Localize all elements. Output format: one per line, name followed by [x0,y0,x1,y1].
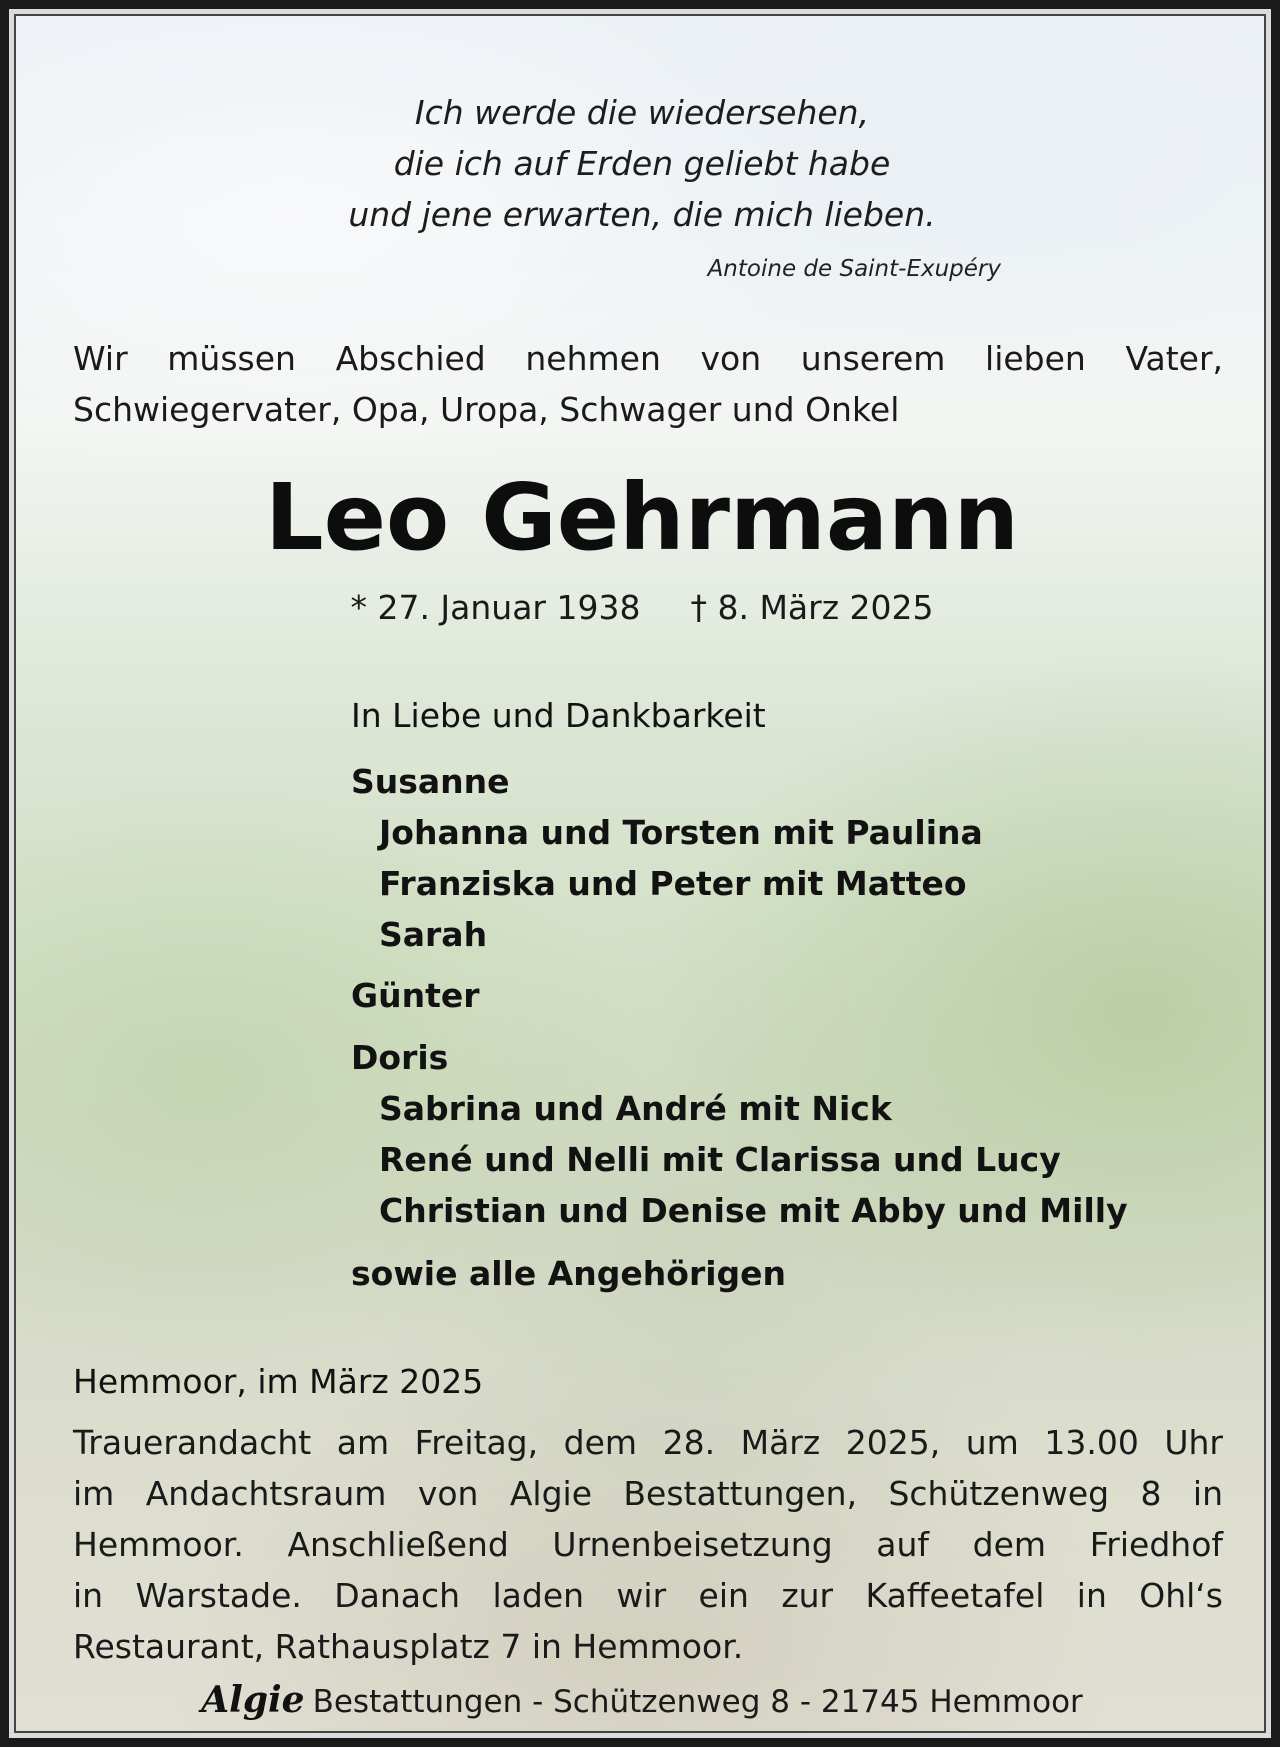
obituary-panel [14,14,1266,1733]
mourners-closing: sowie alle Angehörigen [351,1254,787,1293]
service-line: Restaurant, Rathausplatz 7 in Hemmoor. [73,1627,744,1666]
life-dates [16,588,1266,627]
mourner-name: Susanne [351,762,510,801]
place-date: Hemmoor, im März 2025 [73,1362,484,1401]
funeral-home-address: Bestattungen - Schützenweg 8 - 21745 Hemmoor [312,1684,1083,1720]
mourner-name: Günter [351,976,480,1015]
quote-author: Antoine de Saint-Exupéry [707,256,1001,282]
mourners-heading: In Liebe und Dankbarkeit [351,696,766,735]
funeral-home-footer [16,1679,1266,1721]
intro-line: Wir müssen Abschied nehmen von unserem lieben Vater, [73,339,1223,378]
mourner-name: Doris [351,1038,449,1077]
mourner-member: Sarah [379,915,488,954]
mourner-member: Sabrina und André mit Nick [379,1089,892,1128]
quote-line: die ich auf Erden geliebt habe [393,144,891,183]
intro-line: Schwiegervater, Opa, Uropa, Schwager und Onkel [73,390,900,429]
service-line: in Warstade. Danach laden wir ein zur Kaffeetafel in Ohl‘s [73,1576,1223,1615]
deceased-name: Leo Gehrmann [265,464,1019,571]
service-line: Hemmoor. Anschließend Urnenbeisetzung auf dem Friedhof [73,1525,1223,1564]
mourner-member: Johanna und Torsten mit Paulina [379,813,983,852]
birth-date: * 27. Januar 1938 [350,588,641,627]
quote-line: Ich werde die wiedersehen, [414,93,870,132]
mourner-member: René und Nelli mit Clarissa und Lucy [379,1140,1061,1179]
service-line: im Andachtsraum von Algie Bestattungen, Schützenweg 8 in [73,1474,1223,1513]
mourner-member: Franziska und Peter mit Matteo [379,864,967,903]
funeral-home-logo: Algie [201,1679,305,1721]
quote-line: und jene erwarten, die mich lieben. [348,195,936,234]
service-line: Trauerandacht am Freitag, dem 28. März 2025, um 13.00 Uhr [73,1423,1223,1462]
death-date: † 8. März 2025 [690,588,934,627]
mourner-member: Christian und Denise mit Abby und Milly [379,1191,1128,1230]
